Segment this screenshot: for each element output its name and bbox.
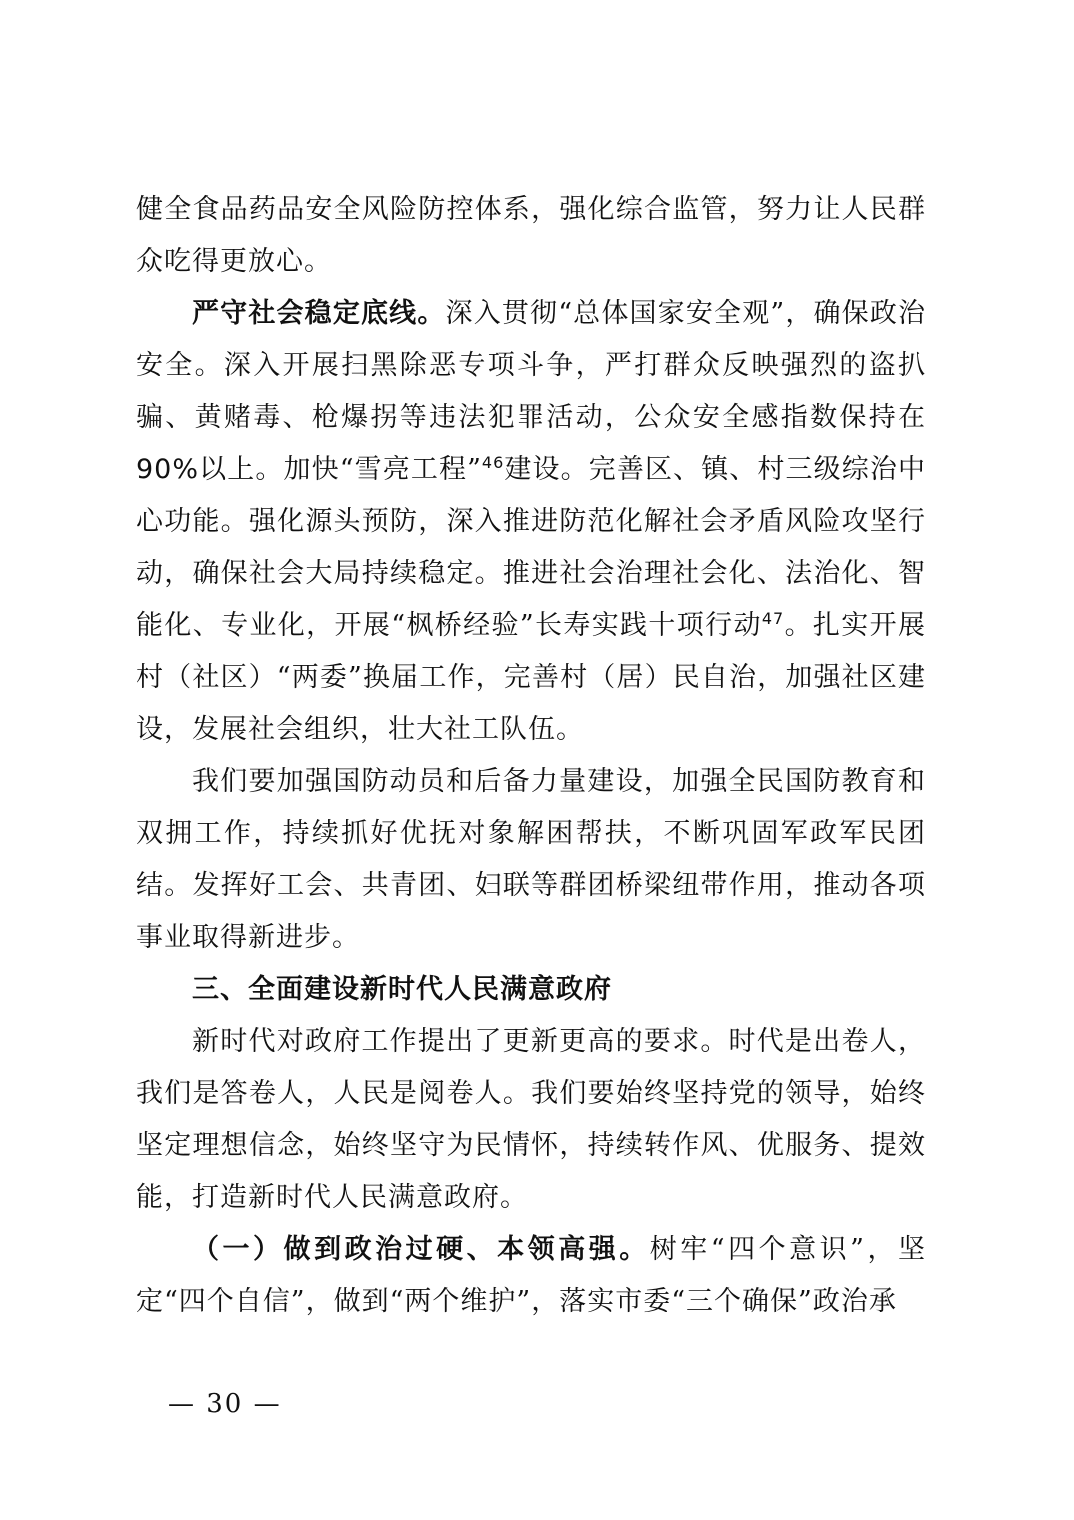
page-number: — 30 — (168, 1389, 282, 1419)
paragraph-food-safety: 健全食品药品安全风险防控体系，强化综合监管，努力让人民群众吃得更放心。 (136, 194, 926, 277)
paragraph-social-stability (136, 288, 926, 756)
paragraph-national-defense: 我们要加强国防动员和后备力量建设，加强全民国防教育和双拥工作，持续抓好优抚对象解困帮扶，不断巩固军政军民团结。发挥好工会、共青团、妇联等群团桥梁纽带作用，推动各项事业取得新进步。 (136, 766, 926, 953)
page-content (136, 184, 926, 1328)
text-segment: 深入贯彻“总体国家安全观”，确保政治安全。深入开展扫黑除恶专项斗争，严打群众反映强烈的盗扒骗、黄赌毒、枪爆拐等违法犯罪活动，公众安全感指数保持在 (136, 298, 927, 433)
paragraph-lead-political-integrity: （一）做到政治过硬、本领高强。 (192, 1234, 650, 1265)
text-segment: 树牢“四个意识”，坚定“四个自信”，做到“两个维护”，落实市委“三个确保”政治承 (136, 1234, 927, 1317)
footnote-marker: 46 (481, 453, 505, 472)
text-segment: 以上。加快“雪亮工程” (199, 454, 482, 485)
percent-value: 90% (136, 454, 200, 485)
paragraph-political-integrity (136, 1224, 926, 1328)
text-segment: 建设。完善区、镇、村三级综治中心功能。强化源头预防，深入推进防范化解社会矛盾风险攻坚行动，确保社会大局持续稳定。推进社会治理社会化、法治化、智能化、专业化，开展“枫桥经验”长寿实践十项行动 (136, 454, 927, 641)
text-segment: 。扎实开展村（社区）“两委”换届工作，完善村（居）民自治，加强社区建设，发展社会组织，壮大社工队伍。 (136, 610, 927, 745)
paragraph-lead-social-stability: 严守社会稳定底线。 (192, 298, 446, 329)
section-heading: 三、全面建设新时代人民满意政府 (192, 974, 612, 1005)
paragraph-government-requirements: 新时代对政府工作提出了更新更高的要求。时代是出卷人，我们是答卷人，人民是阅卷人。我们要始终坚持党的领导，始终坚定理想信念，始终坚守为民情怀，持续转作风、优服务、提效能，打造新时代人民满意政府。 (136, 1026, 926, 1213)
footnote-marker: 47 (761, 609, 785, 628)
